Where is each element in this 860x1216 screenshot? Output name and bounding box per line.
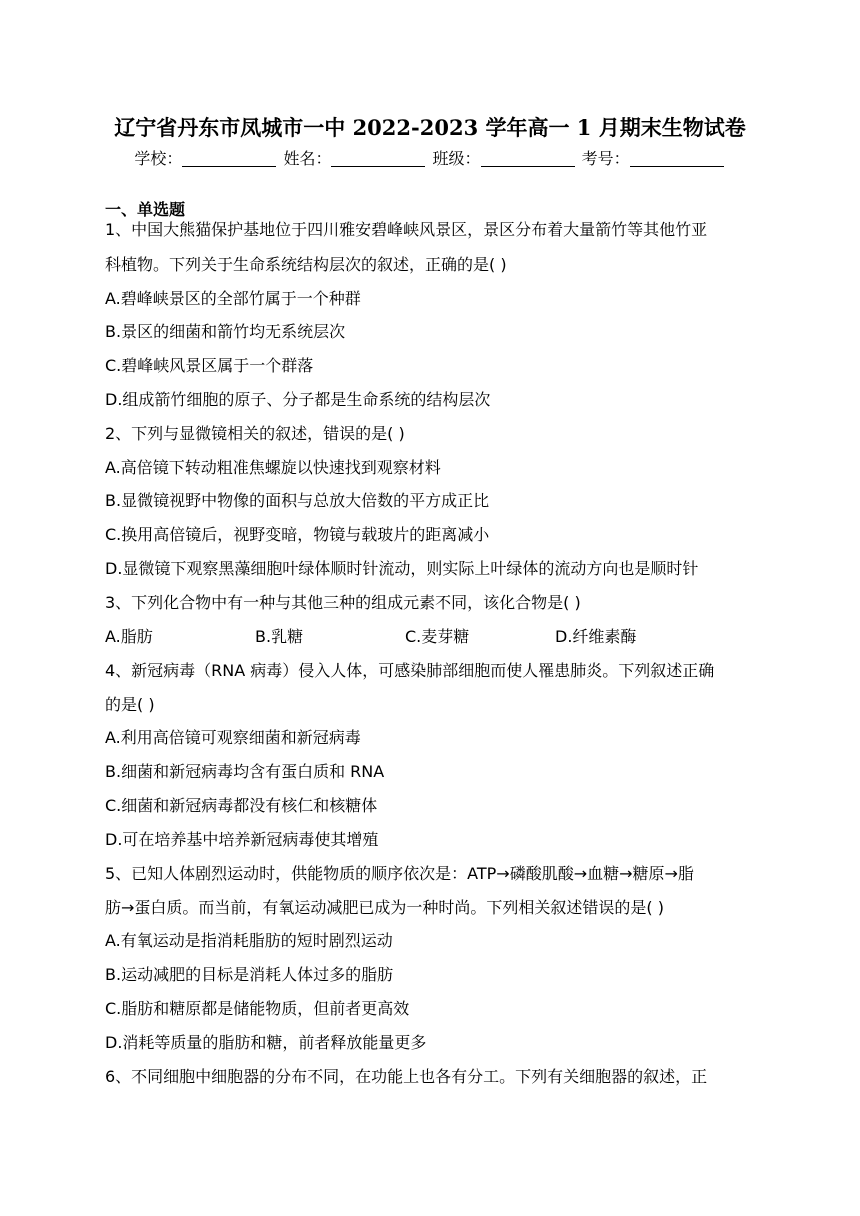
q3-options — [105, 627, 705, 647]
name-label: 姓名： — [283, 149, 332, 168]
text-line: 5、已知人体剧烈运动时，供能物质的顺序依次是：ATP→磷酸肌酸→血糖→糖原→脂 — [105, 864, 694, 883]
text-line: A.高倍镜下转动粗准焦螺旋以快速找到观察材料 — [105, 458, 441, 477]
text-line: B.运动减肥的目标是消耗人体过多的脂肪 — [105, 965, 394, 984]
text-line: 4、新冠病毒（RNA 病毒）侵入人体，可感染肺部细胞而使人罹患肺炎。下列叙述正确 — [105, 661, 715, 680]
text-line: C.细菌和新冠病毒都没有核仁和核糖体 — [105, 796, 378, 815]
text-line: B.景区的细菌和箭竹均无系统层次 — [105, 322, 346, 341]
text-line: A.碧峰峡景区的全部竹属于一个种群 — [105, 289, 361, 308]
text-line: 6、不同细胞中细胞器的分布不同，在功能上也各有分工。下列有关细胞器的叙述，正 — [105, 1067, 708, 1086]
name-blank[interactable] — [331, 150, 425, 167]
student-info-row — [0, 146, 860, 169]
text-line: 2、下列与显微镜相关的叙述，错误的是( ) — [105, 424, 405, 443]
exam-number-blank[interactable] — [630, 150, 724, 167]
exam-title: 辽宁省丹东市凤城市一中 2022-2023 学年高一 1 月期末生物试卷 — [114, 115, 746, 140]
text-line: C.碧峰峡风景区属于一个群落 — [105, 356, 314, 375]
text-line: 肪→蛋白质。而当前，有氧运动减肥已成为一种时尚。下列相关叙述错误的是( ) — [105, 898, 664, 917]
text-line: 1、中国大熊猫保护基地位于四川雅安碧峰峡风景区，景区分布着大量箭竹等其他竹亚 — [105, 220, 708, 239]
class-label: 班级： — [432, 149, 481, 168]
text-line: D.显微镜下观察黑藻细胞叶绿体顺时针流动，则实际上叶绿体的流动方向也是顺时针 — [105, 559, 699, 578]
section-heading: 一、单选题 — [105, 200, 186, 219]
option-d: D.纤维素酶 — [555, 627, 637, 646]
class-blank[interactable] — [481, 150, 575, 167]
option-a: A.脂肪 — [105, 627, 153, 646]
text-line: A.利用高倍镜可观察细菌和新冠病毒 — [105, 728, 361, 747]
text-line: B.细菌和新冠病毒均含有蛋白质和 RNA — [105, 762, 385, 781]
school-blank[interactable] — [182, 150, 276, 167]
option-c: C.麦芽糖 — [405, 627, 470, 646]
text-line: D.消耗等质量的脂肪和糖，前者释放能量更多 — [105, 1033, 427, 1052]
text-line: 科植物。下列关于生命系统结构层次的叙述，正确的是( ) — [105, 255, 507, 274]
text-line: 3、下列化合物中有一种与其他三种的组成元素不同，该化合物是( ) — [105, 593, 581, 612]
text-line: C.换用高倍镜后，视野变暗，物镜与载玻片的距离减小 — [105, 525, 490, 544]
exam-number-label: 考号： — [581, 149, 630, 168]
text-line: C.脂肪和糖原都是储能物质，但前者更高效 — [105, 999, 410, 1018]
text-line: D.可在培养基中培养新冠病毒使其增殖 — [105, 830, 379, 849]
text-line: 的是( ) — [105, 695, 155, 714]
text-line: D.组成箭竹细胞的原子、分子都是生命系统的结构层次 — [105, 390, 491, 409]
text-line: B.显微镜视野中物像的面积与总放大倍数的平方成正比 — [105, 491, 490, 510]
school-label: 学校： — [134, 149, 183, 168]
option-b: B.乳糖 — [255, 627, 304, 646]
text-line: A.有氧运动是指消耗脂肪的短时剧烈运动 — [105, 931, 393, 950]
